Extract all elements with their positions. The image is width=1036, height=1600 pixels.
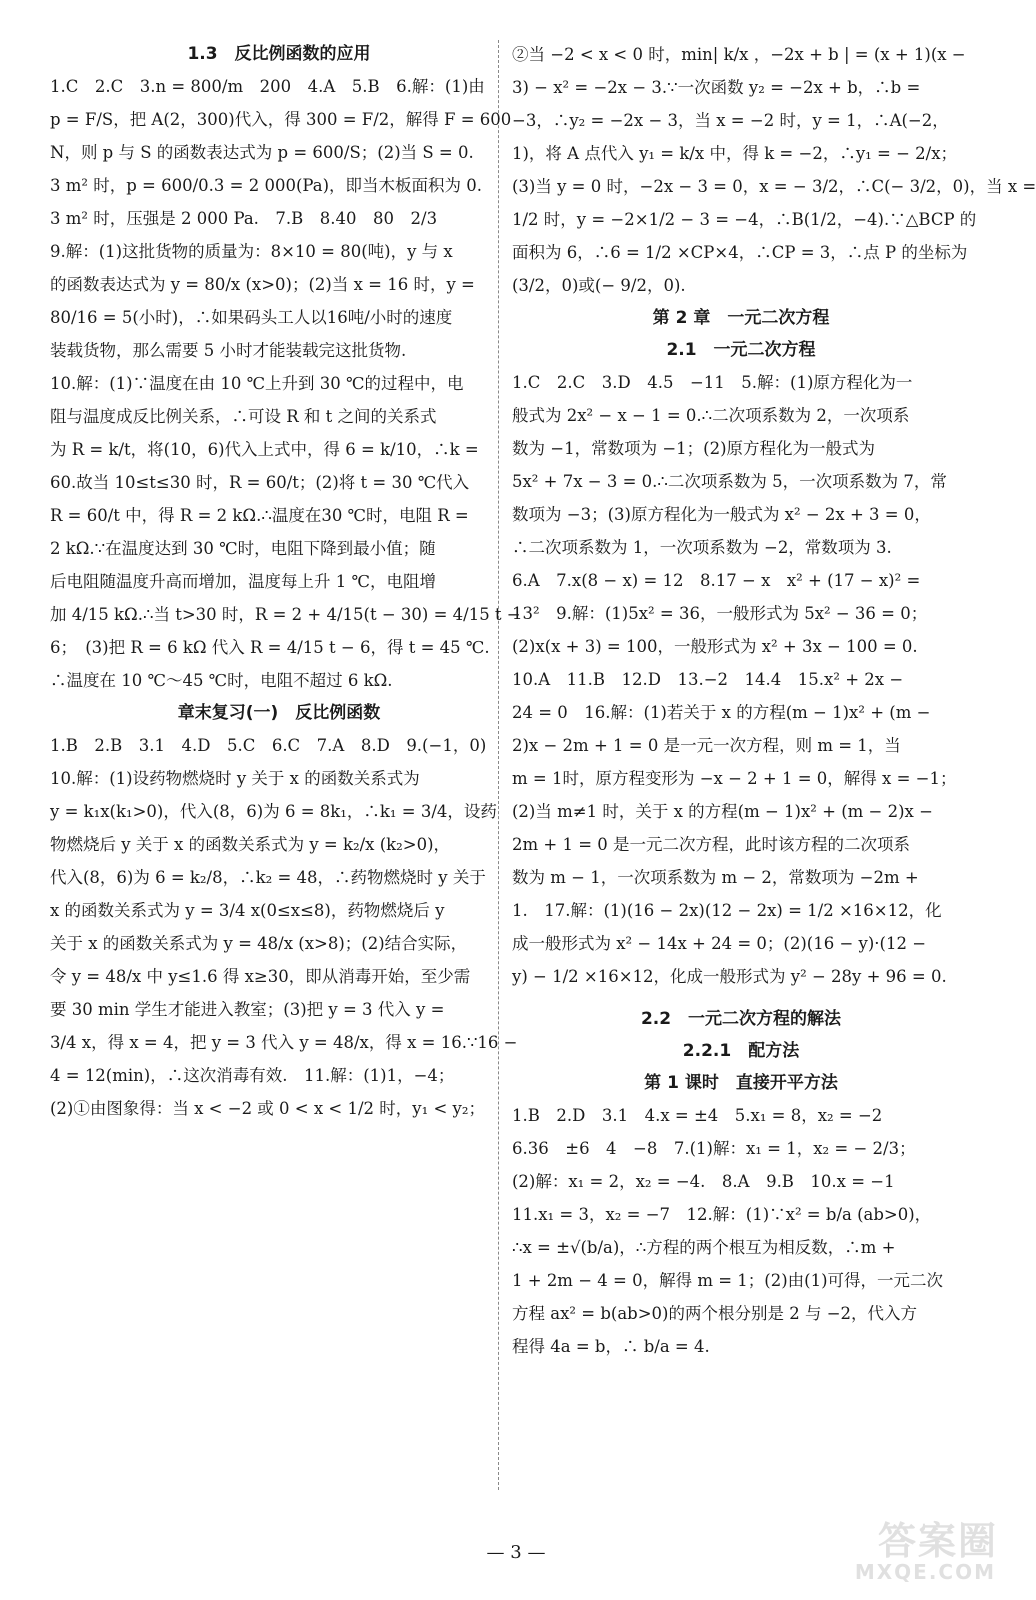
answer-line: 般式为 2x² − x − 1 = 0.∴二次项系数为 2，一次项系 [512, 406, 910, 425]
answer-line: (2)解：x₁ = 2，x₂ = −4. 8.A 9.B 10.x = −1 [512, 1172, 895, 1191]
page-number: — 3 — [486, 1542, 546, 1563]
answer-line: −3，∴y₂ = −2x − 3，当 x = −2 时，y = 1，∴A(−2， [512, 111, 949, 130]
answer-line: 1/2 时，y = −2×1/2 − 3 = −4，∴B(1/2，−4).∵△BCP 的 [512, 210, 977, 229]
answer-line: (3)当 y = 0 时，−2x − 3 = 0，x = − 3/2，∴C(− 3/2，0)，当 x = [512, 177, 1036, 196]
answer-line: 1.B 2.D 3.1 4.x = ±4 5.x₁ = 8，x₂ = −2 [512, 1106, 883, 1125]
answer-line: 1.C 2.C 3.D 4.5 −11 5.解：(1)原方程化为一 [512, 373, 913, 392]
watermark-logo [828, 1510, 998, 1590]
answer-line: 2m + 1 = 0 是一元二次方程，此时该方程的二次项系 [512, 835, 911, 854]
answer-line: ②当 −2 < x < 0 时，min| k/x ，−2x + b | = (x + 1)(x − [512, 45, 966, 64]
answer-line: 60.故当 10≤t≤30 时，R = 60/t；(2)将 t = 30 ℃代入 [50, 473, 470, 492]
answer-line: N，则 p 与 S 的函数表达式为 p = 600/S；(2)当 S = 0. [50, 143, 474, 162]
answer-line: 3) − x² = −2x − 3.∵一次函数 y₂ = −2x + b，∴b = [512, 78, 921, 97]
answer-line: 10.A 11.B 12.D 13.−2 14.4 15.x² + 2x − [512, 670, 904, 689]
answer-line: 1.C 2.C 3.n = 800/m 200 4.A 5.B 6.解：(1)由 [50, 77, 485, 96]
answer-line: 3/4 x，得 x = 4，把 y = 3 代入 y = 48/x，得 x = 16.∵16 − [50, 1033, 518, 1052]
answer-line: y = k₁x(k₁>0)，代入(8，6)为 6 = 8k₁，∴k₁ = 3/4，设药 [50, 802, 497, 821]
spacer [512, 993, 970, 1003]
answer-line: 6.A 7.x(8 − x) = 12 8.17 − x x² + (17 − x)² = [512, 571, 921, 590]
answer-line: ∴温度在 10 ℃～45 ℃时，电阻不超过 6 kΩ. [50, 671, 393, 690]
answer-line: 80/16 = 5(小时)，∴如果码头工人以16吨/小时的速度 [50, 308, 453, 327]
section-heading: 2.1 一元二次方程 [666, 340, 816, 360]
answer-line: 13² 9.解：(1)5x² = 36，一般形式为 5x² − 36 = 0； [512, 604, 928, 623]
answer-line: 3 m² 时，p = 600/0.3 = 2 000(Pa)，即当木板面积为 0. [50, 176, 483, 195]
answer-line: 1.B 2.B 3.1 4.D 5.C 6.C 7.A 8.D 9.(−1，0) [50, 736, 487, 755]
answer-line: 后电阻随温度升高而增加，温度每上升 1 ℃，电阻增 [50, 572, 436, 591]
answer-line: 6； (3)把 R = 6 kΩ 代入 R = 4/15 t − 6，得 t = 45 ℃. [50, 638, 490, 657]
answer-line: 面积为 6，∴6 = 1/2 ×CP×4，∴CP = 3，∴点 P 的坐标为 [512, 243, 968, 262]
answer-line: 要 30 min 学生才能进入教室；(3)把 y = 3 代入 y = [50, 1000, 445, 1019]
answer-line: 数项为 −3；(3)原方程化为一般式为 x² − 2x + 3 = 0， [512, 505, 931, 524]
answer-line: 为 R = k/t，将(10，6)代入上式中，得 6 = k/10，∴k = [50, 440, 479, 459]
answer-line: p = F/S，把 A(2，300)代入，得 300 = F/2，解得 F = 600 [50, 110, 512, 129]
answer-line: 装载货物，那么需要 5 小时才能装载完这批货物. [50, 341, 407, 360]
answer-line: m = 1时，原方程变形为 −x − 2 + 1 = 0，解得 x = −1； [512, 769, 957, 788]
answer-line: 令 y = 48/x 中 y≤1.6 得 x≥30，即从消毒开始，至少需 [50, 967, 471, 986]
answer-line: y) − 1/2 ×16×12，化成一般形式为 y² − 28y + 96 = 0. [512, 967, 947, 986]
answer-line: 9.解：(1)这批货物的质量为：8×10 = 80(吨)，y 与 x [50, 242, 453, 261]
right-column [512, 38, 1036, 1363]
answer-line: R = 60/t 中，得 R = 2 kΩ.∴温度在30 ℃时，电阻 R = [50, 506, 469, 525]
answer-line: x 的函数关系式为 y = 3/4 x(0≤x≤8)，药物燃烧后 y [50, 901, 445, 920]
answer-line: 4 = 12(min)，∴这次消毒有效. 11.解：(1)1，−4； [50, 1066, 455, 1085]
answer-line: 5x² + 7x − 3 = 0.∴二次项系数为 5，一次项系数为 7，常 [512, 472, 947, 491]
section-heading: 第 1 课时 直接开平方法 [644, 1073, 838, 1093]
answer-line: 程得 4a = b，∴ b/a = 4. [512, 1337, 710, 1356]
watermark-url: MXQE.COM [854, 1560, 996, 1584]
answer-line: (2)当 m≠1 时，关于 x 的方程(m − 1)x² + (m − 2)x − [512, 802, 933, 821]
answer-line: 数为 −1，常数项为 −1；(2)原方程化为一般式为 [512, 439, 876, 458]
answer-line: ∴二次项系数为 1，一次项系数为 −2，常数项为 3. [512, 538, 892, 557]
left-column [50, 38, 521, 1125]
answer-line: 1)，将 A 点代入 y₁ = k/x 中，得 k = −2，∴y₁ = − 2/x； [512, 144, 958, 163]
answer-line: 物燃烧后 y 关于 x 的函数关系式为 y = k₂/x (k₂>0)， [50, 835, 451, 854]
answer-line: 1 + 2m − 4 = 0，解得 m = 1；(2)由(1)可得，一元二次 [512, 1271, 944, 1290]
section-heading: 1.3 反比例函数的应用 [187, 44, 371, 64]
answer-line: 2 kΩ.∵在温度达到 30 ℃时，电阻下降到最小值；随 [50, 539, 436, 558]
answer-line: 数为 m − 1，一次项系数为 m − 2，常数项为 −2m + [512, 868, 919, 887]
answer-line: (3/2，0)或(− 9/2，0). [512, 276, 686, 295]
section-heading: 第 2 章 一元二次方程 [652, 308, 830, 328]
answer-line: 方程 ax² = b(ab>0)的两个根分别是 2 与 −2，代入方 [512, 1304, 918, 1323]
answer-line: ∴x = ±√(b/a)，∴方程的两个根互为相反数，∴m + [512, 1238, 896, 1257]
answer-line: 加 4/15 kΩ.∴当 t>30 时，R = 2 + 4/15(t − 30) = 4/15 t − [50, 605, 521, 624]
section-heading: 章末复习(一) 反比例函数 [177, 703, 381, 723]
answer-line: 2)x − 2m + 1 = 0 是一元一次方程，则 m = 1，当 [512, 736, 901, 755]
answer-line: 代入(8，6)为 6 = k₂/8，∴k₂ = 48，∴药物燃烧时 y 关于 [50, 868, 486, 887]
answer-line: (2)x(x + 3) = 100，一般形式为 x² + 3x − 100 = 0. [512, 637, 918, 656]
answer-line: 3 m² 时，压强是 2 000 Pa. 7.B 8.40 80 2/3 [50, 209, 438, 228]
answer-line: 6.36 ±6 4 −8 7.(1)解：x₁ = 1，x₂ = − 2/3； [512, 1139, 916, 1158]
answer-line: 阻与温度成反比例关系，∴可设 R 和 t 之间的关系式 [50, 407, 437, 426]
answer-line: 的函数表达式为 y = 80/x (x>0)；(2)当 x = 16 时，y = [50, 275, 475, 294]
answer-line: 关于 x 的函数关系式为 y = 48/x (x>8)；(2)结合实际， [50, 934, 468, 953]
watermark-text: 答案圈 [877, 1519, 998, 1563]
answer-line: 11.x₁ = 3，x₂ = −7 12.解：(1)∵x² = b/a (ab>0)， [512, 1205, 932, 1224]
section-heading: 2.2 一元二次方程的解法 [640, 1009, 842, 1029]
answer-line: 1. 17.解：(1)(16 − 2x)(12 − 2x) = 1/2 ×16×12，化 [512, 901, 942, 920]
answer-line: 10.解：(1)设药物燃烧时 y 关于 x 的函数关系式为 [50, 769, 420, 788]
answer-line: 10.解：(1)∵温度在由 10 ℃上升到 30 ℃的过程中，电 [50, 374, 464, 393]
section-heading: 2.2.1 配方法 [682, 1041, 800, 1061]
answer-line: (2)①由图象得：当 x < −2 或 0 < x < 1/2 时，y₁ < y₂； [50, 1099, 485, 1118]
answer-line: 24 = 0 16.解：(1)若关于 x 的方程(m − 1)x² + (m − [512, 703, 931, 722]
answer-line: 成一般形式为 x² − 14x + 24 = 0；(2)(16 − y)·(12 − [512, 934, 927, 953]
